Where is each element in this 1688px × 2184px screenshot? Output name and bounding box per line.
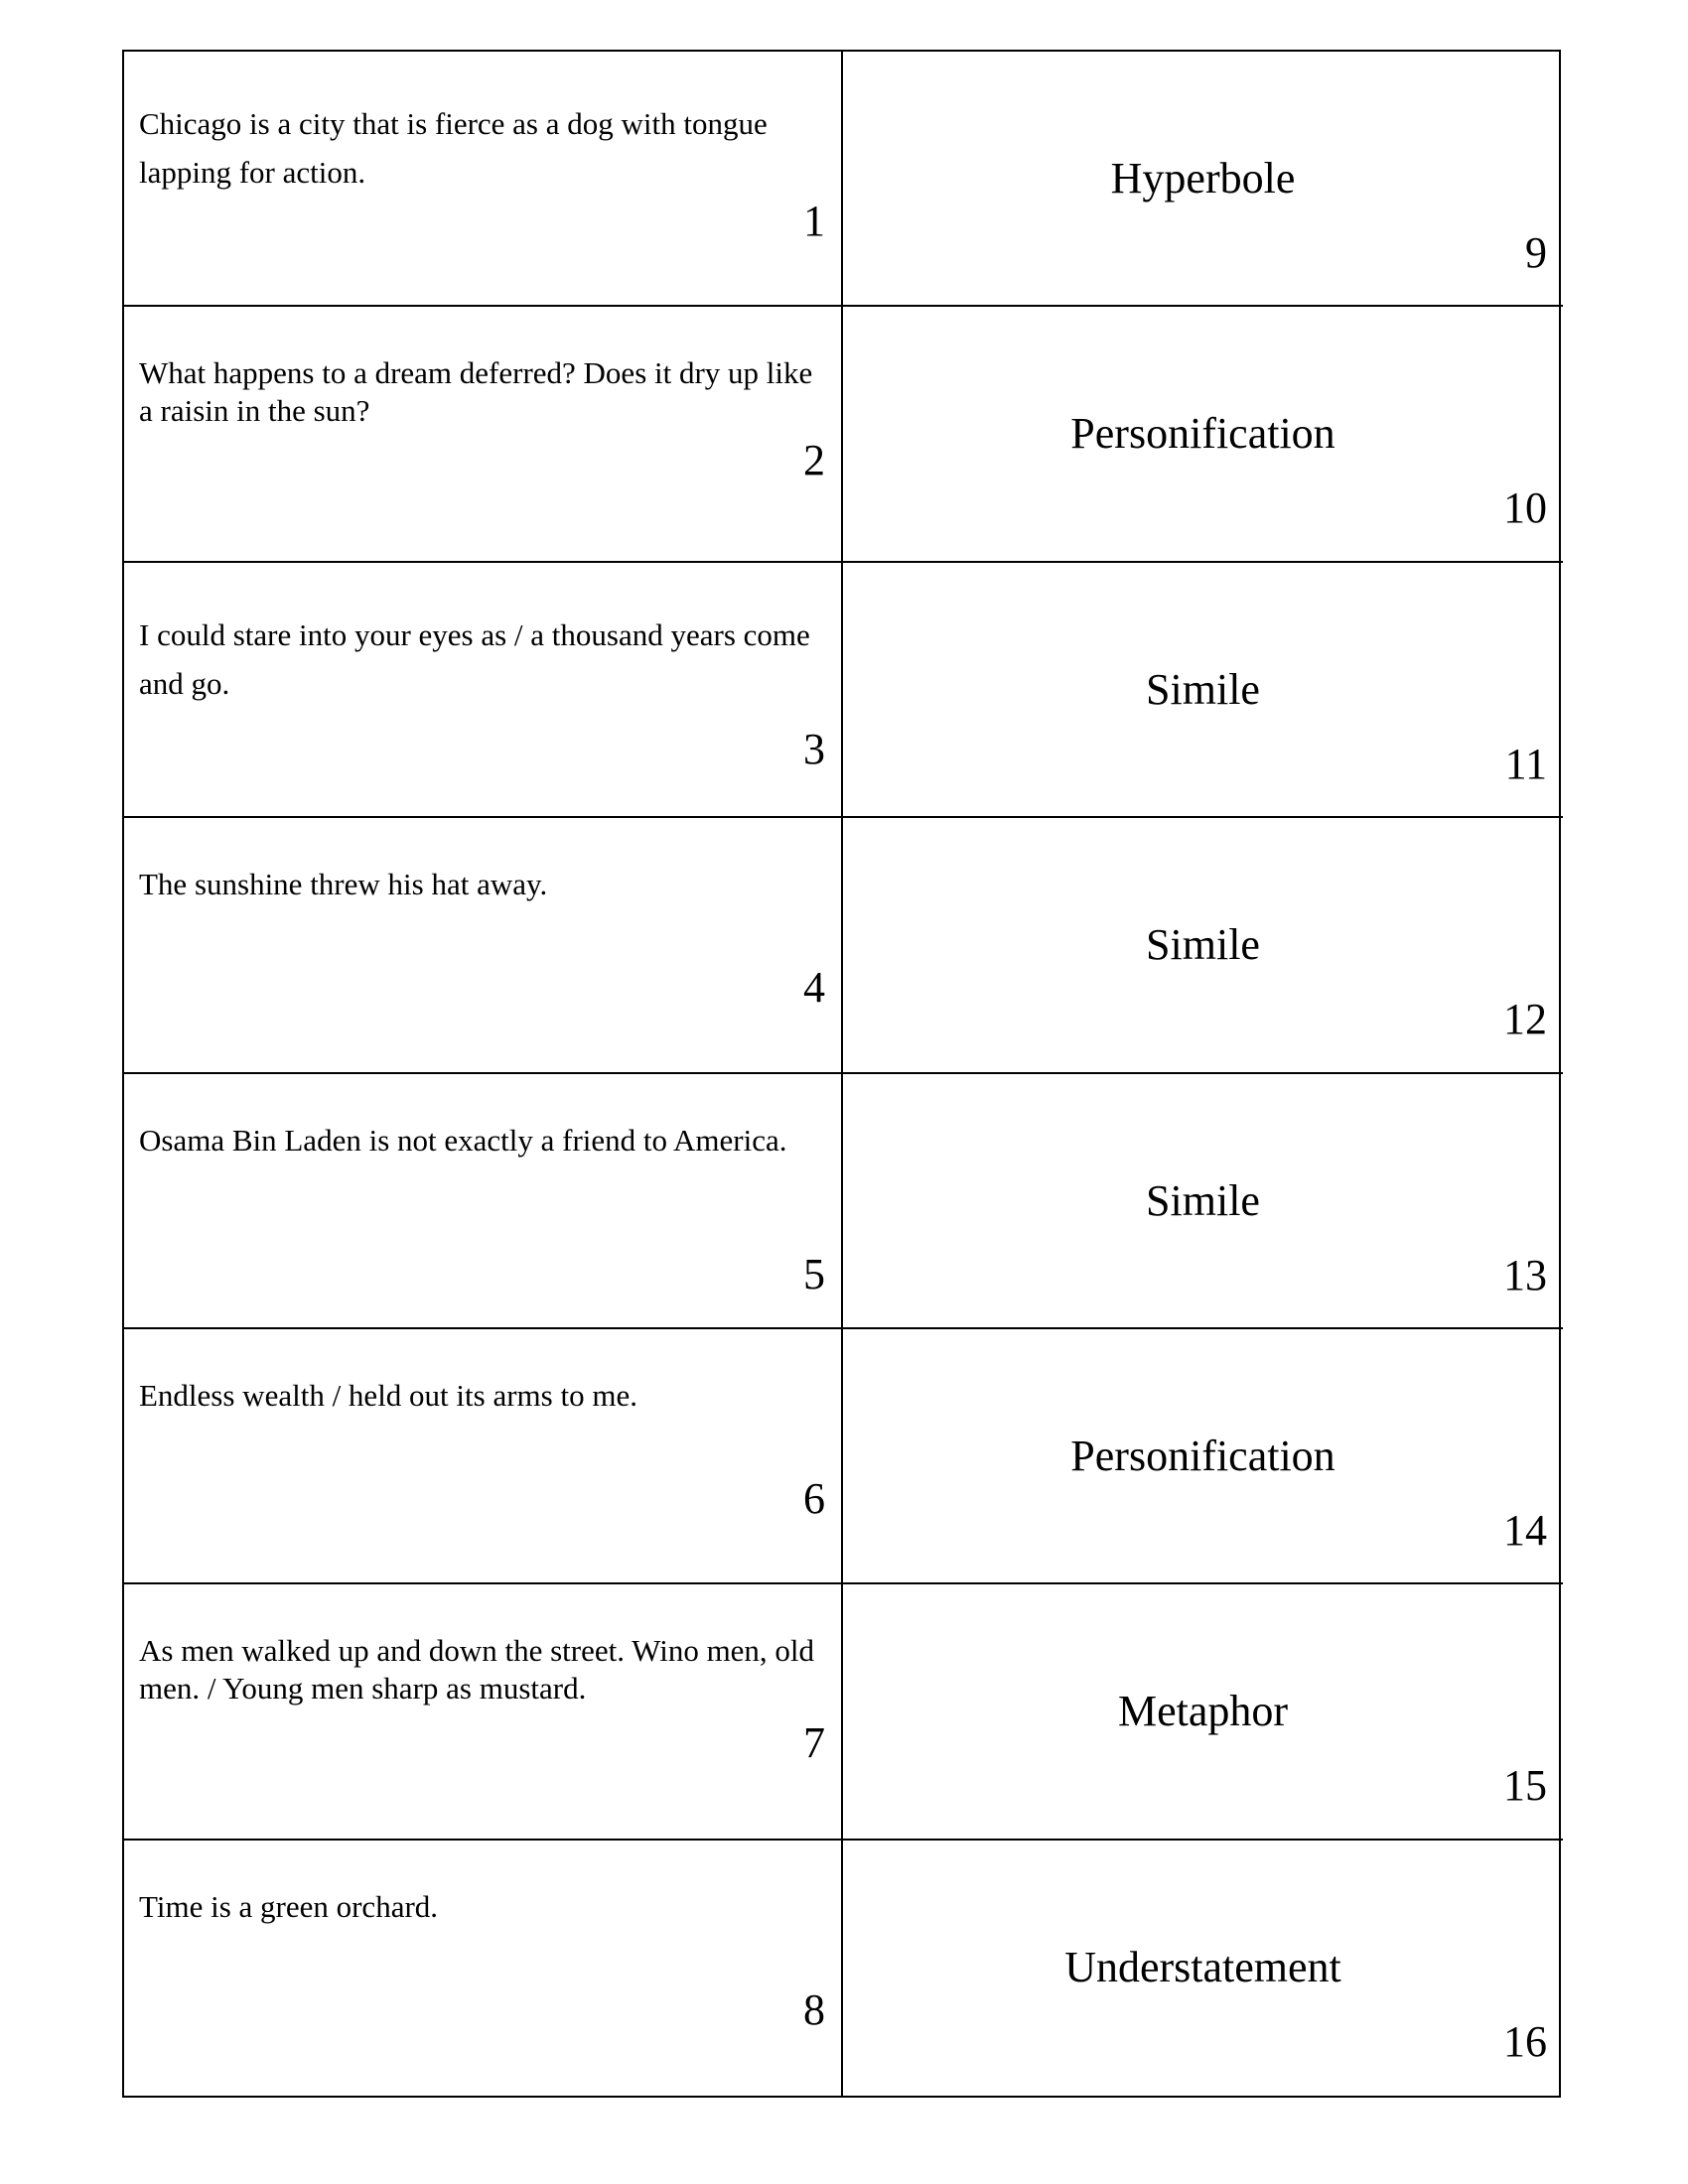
- card-number: 11: [1504, 739, 1547, 788]
- card-number: 12: [1503, 995, 1547, 1044]
- clue-card-4: [124, 818, 843, 1073]
- card-number: 1: [803, 197, 825, 245]
- term-card-13: [843, 1074, 1563, 1329]
- term-text: Metaphor: [1117, 1687, 1289, 1736]
- clue-text: Time is a green orchard.: [139, 1888, 439, 1924]
- clue-text: What happens to a dream deferred? Does it dry up like a raisin in the sun?: [139, 355, 813, 429]
- card-number: 8: [803, 1984, 825, 2034]
- card-number: 15: [1503, 1761, 1547, 1811]
- term-card-9: [843, 52, 1563, 307]
- term-text: Hyperbole: [1110, 154, 1296, 203]
- term-card-11: [843, 563, 1563, 818]
- term-card-12: [843, 818, 1563, 1073]
- clue-card-3: [124, 563, 843, 818]
- card-number: 3: [803, 724, 825, 773]
- term-text: Understatement: [1064, 1942, 1341, 1991]
- card-number: 14: [1503, 1505, 1547, 1555]
- card-sheet: [122, 50, 1561, 2098]
- term-card-14: [843, 1329, 1563, 1584]
- card-number: 10: [1503, 483, 1547, 533]
- term-text: Simile: [1146, 920, 1260, 970]
- clue-text: Chicago is a city that is fierce as a dog with tongue lapping for action.: [139, 106, 768, 190]
- card-number: 7: [803, 1718, 825, 1768]
- card-number: 13: [1503, 1250, 1547, 1299]
- card-number: 4: [803, 963, 825, 1013]
- clue-text: Osama Bin Laden is not exactly a friend to America.: [139, 1122, 787, 1158]
- term-text: Simile: [1146, 664, 1260, 714]
- clue-card-2: [124, 307, 843, 562]
- clue-card-6: [124, 1329, 843, 1584]
- card-number: 16: [1503, 2016, 1547, 2066]
- clue-card-8: [124, 1841, 843, 2096]
- card-number: 2: [803, 436, 825, 485]
- clue-text: As men walked up and down the street. Wino men, old men. / Young men sharp as mustard.: [139, 1633, 815, 1706]
- clue-text: The sunshine threw his hat away.: [139, 867, 548, 902]
- clue-text: Endless wealth / held out its arms to me.: [139, 1377, 637, 1413]
- card-number: 5: [803, 1249, 825, 1298]
- clue-card-7: [124, 1584, 843, 1840]
- term-card-15: [843, 1584, 1563, 1840]
- term-card-16: [843, 1841, 1563, 2096]
- term-card-10: [843, 307, 1563, 562]
- term-text: Personification: [1070, 1431, 1336, 1480]
- term-text: Personification: [1070, 409, 1336, 459]
- clue-card-1: [124, 52, 843, 307]
- card-number: 9: [1525, 228, 1547, 277]
- card-number: 6: [803, 1473, 825, 1523]
- clue-card-5: [124, 1074, 843, 1329]
- term-text: Simile: [1146, 1175, 1260, 1225]
- clue-text: I could stare into your eyes as / a thousand years come and go.: [139, 616, 810, 701]
